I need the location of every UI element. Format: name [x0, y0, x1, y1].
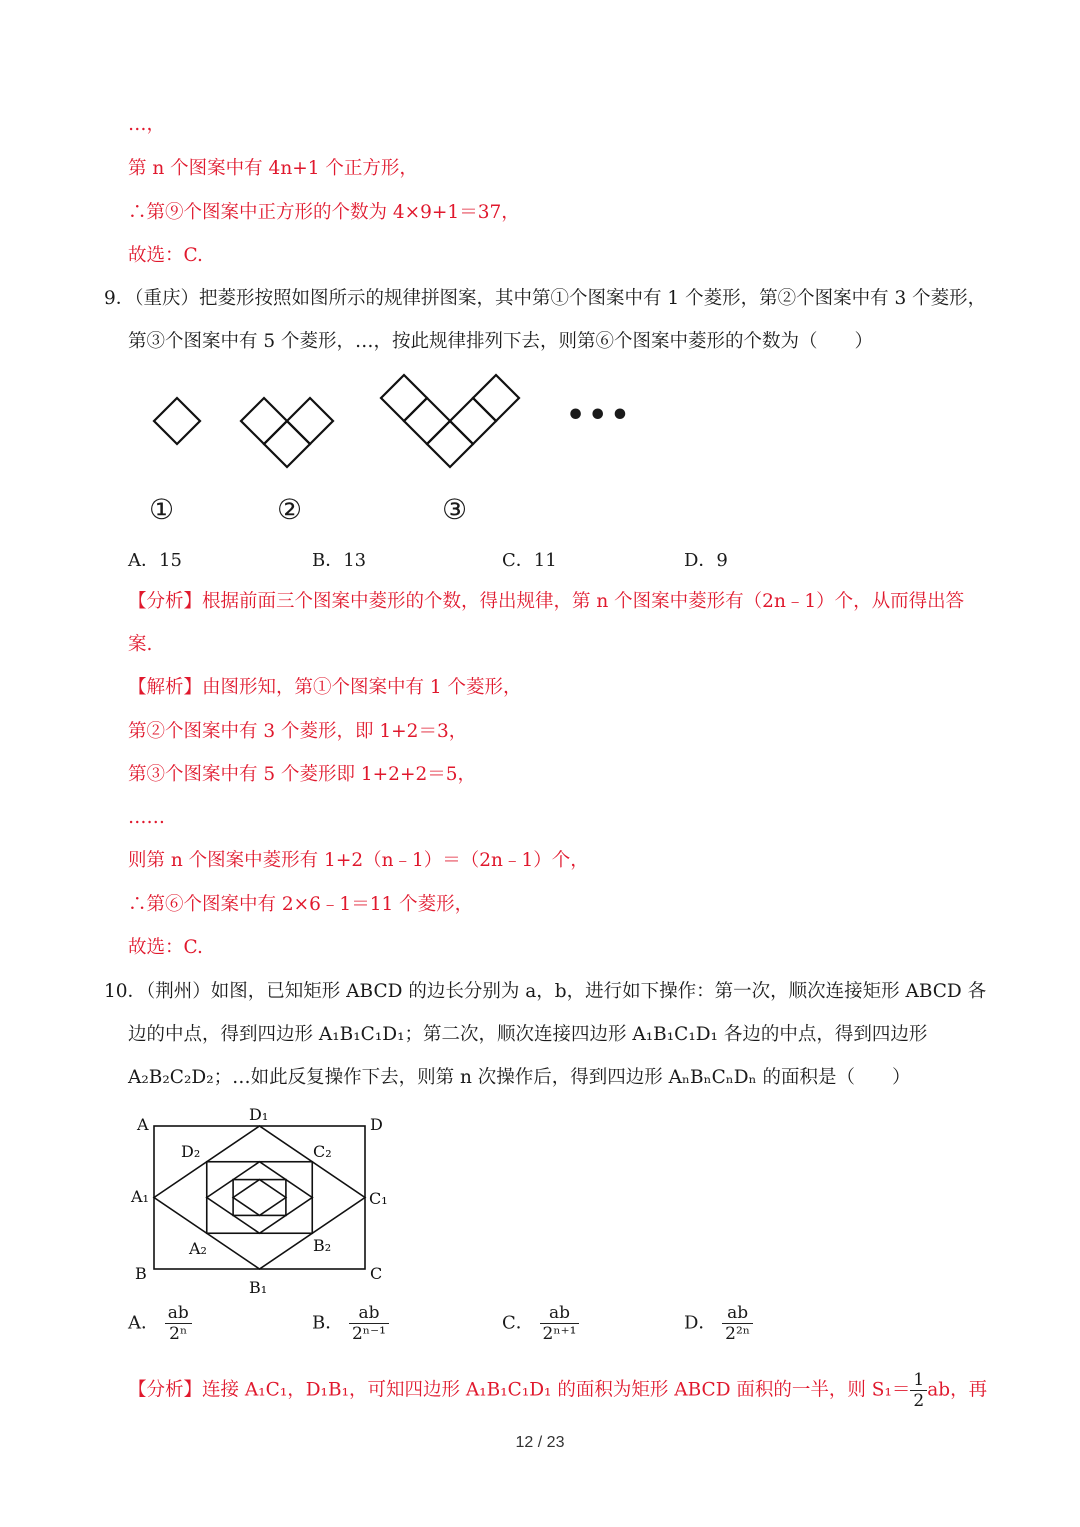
q9-solution-line5: 则第 n 个图案中菱形有 1+2（n﹣1）＝（2n﹣1）个，	[128, 850, 589, 871]
q10-label-a: A	[137, 1115, 149, 1134]
q10-label-d: D	[370, 1115, 383, 1134]
q9-solution-line1: 【解析】由图形知，第①个图案中有 1 个菱形，	[128, 677, 522, 698]
q9-pattern1-rhombus	[154, 398, 200, 444]
q10-rect-a2b2c2d2	[207, 1162, 313, 1234]
q10-option-d	[684, 1303, 753, 1344]
q9-pattern2-rhombus-right	[287, 398, 333, 444]
q9-pattern3-rhombus-3	[427, 421, 473, 467]
q10-option-c	[502, 1303, 579, 1344]
q10-stem-line3: A₂B₂C₂D₂；…如此反复操作下去，则第 n 次操作后，得到四边形 AₙBₙCₙDₙ 的面积是（ ）	[128, 1067, 911, 1088]
q10-option-c-den: 2ⁿ⁺¹	[542, 1324, 577, 1344]
prev-solution-result: ∴第⑨个图案中正方形的个数为 4×9+1＝37，	[128, 202, 520, 223]
q9-pattern2-rhombus-bottom	[264, 421, 310, 467]
q10-label-a2: A₂	[189, 1239, 207, 1258]
q10-label-b1: B₁	[249, 1278, 268, 1297]
q9-option-c: C．11	[502, 550, 557, 571]
q10-analysis-frac-num: 1	[910, 1370, 927, 1391]
q9-analysis-line2: 案.	[128, 634, 153, 655]
q9-stem-line2: 第③个图案中有 5 个菱形，…，按此规律排列下去，则第⑥个图案中菱形的个数为（ ）	[128, 331, 874, 352]
q10-option-d-fraction	[722, 1303, 753, 1344]
q9-option-a: A．15	[128, 550, 182, 571]
q10-option-a-fraction	[165, 1303, 192, 1344]
q10-stem-line2: 边的中点，得到四边形 A₁B₁C₁D₁；第二次，顺次连接四边形 A₁B₁C₁D₁ 各边的中点，得到四边形	[128, 1024, 928, 1045]
q10-rhombus-a3b3c3d3	[207, 1162, 313, 1234]
q10-label-c: C	[370, 1264, 383, 1283]
q10-analysis-text-b: ab，再	[927, 1379, 988, 1401]
q10-option-d-letter: D．	[684, 1312, 717, 1334]
q9-pattern3-rhombus-1	[381, 375, 427, 421]
q9-label-2: ②	[277, 493, 303, 526]
q10-option-b	[312, 1303, 389, 1344]
q10-option-a-den: 2ⁿ	[169, 1324, 188, 1344]
q10-analysis-line1	[128, 1370, 987, 1411]
q9-solution-line3: 第③个图案中有 5 个菱形即 1+2+2＝5，	[128, 764, 476, 785]
q10-rectangle-figure	[125, 1100, 400, 1300]
q10-label-b2: B₂	[313, 1236, 332, 1255]
q10-option-a	[128, 1303, 192, 1344]
q9-rhombus-figure	[120, 365, 620, 485]
q10-option-c-num: ab	[540, 1303, 580, 1324]
q10-label-c1: C₁	[369, 1189, 388, 1208]
prev-solution-answer: 故选：C.	[128, 245, 203, 266]
q10-label-c2: C₂	[313, 1142, 332, 1161]
q10-stem-line1	[104, 979, 986, 1005]
q10-option-d-num: ab	[722, 1303, 753, 1324]
q9-option-b: B．13	[312, 550, 367, 571]
q10-text-line1: （荆州）如图，已知矩形 ABCD 的边长分别为 a，b，进行如下操作：第一次，顺次连接矩形 ABCD 各	[146, 981, 987, 1002]
page-number: 12 / 23	[515, 1434, 565, 1451]
q10-option-b-fraction	[349, 1303, 389, 1344]
q9-option-d: D．9	[684, 550, 728, 571]
q9-pattern2-rhombus-left	[241, 398, 287, 444]
q10-option-b-den: 2ⁿ⁻¹	[351, 1324, 386, 1344]
q9-analysis-line1: 【分析】根据前面三个图案中菱形的个数，得出规律，第 n 个图案中菱形有（2n﹣1）个，从而得出答	[128, 591, 965, 612]
q10-option-c-letter: C．	[502, 1312, 534, 1334]
q9-continuation-dots: •••	[566, 398, 633, 433]
q9-solution-line2: 第②个图案中有 3 个菱形，即 1+2＝3，	[128, 721, 468, 742]
q10-option-c-fraction	[540, 1303, 580, 1344]
q9-label-3: ③	[442, 493, 468, 526]
q10-label-d2: D₂	[181, 1142, 201, 1161]
q9-label-1: ①	[149, 493, 175, 526]
q10-option-b-num: ab	[349, 1303, 389, 1324]
prev-solution-general: 第 n 个图案中有 4n+1 个正方形，	[128, 158, 418, 179]
q9-text-line1: （重庆）把菱形按照如图所示的规律拼图案，其中第①个图案中有 1 个菱形，第②个图案中有 3 个菱形，	[134, 288, 987, 309]
q10-option-a-letter: A．	[128, 1312, 159, 1334]
q9-stem-line1	[104, 286, 986, 312]
q9-solution-line6: ∴第⑥个图案中有 2×6﹣1＝11 个菱形，	[128, 894, 474, 915]
q10-analysis-frac-den: 2	[913, 1391, 925, 1411]
q9-solution-answer: 故选：C.	[128, 937, 203, 958]
q10-analysis-fraction	[910, 1370, 927, 1411]
q10-label-a1: A₁	[131, 1187, 149, 1206]
q10-number: 10．	[104, 981, 147, 1002]
q10-option-b-letter: B．	[312, 1312, 344, 1334]
prev-solution-ellipsis: …，	[128, 114, 166, 135]
q10-rect-4	[233, 1180, 286, 1216]
q9-pattern3-rhombus-4	[450, 398, 496, 444]
q10-analysis-text-a: 【分析】连接 A₁C₁，D₁B₁，可知四边形 A₁B₁C₁D₁ 的面积为矩形 ABCD 面积的一半，则 S₁＝	[128, 1379, 911, 1401]
q9-solution-line4: ……	[128, 807, 165, 828]
q10-option-a-num: ab	[165, 1303, 192, 1324]
q10-rhombus-5	[233, 1180, 286, 1216]
q10-label-b: B	[135, 1264, 147, 1283]
q9-number: 9．	[104, 288, 135, 309]
q9-pattern3-rhombus-5	[473, 375, 519, 421]
q9-pattern3-rhombus-2	[404, 398, 450, 444]
q10-label-d1: D₁	[249, 1105, 269, 1124]
q10-option-d-den: 2²ⁿ	[725, 1324, 751, 1344]
